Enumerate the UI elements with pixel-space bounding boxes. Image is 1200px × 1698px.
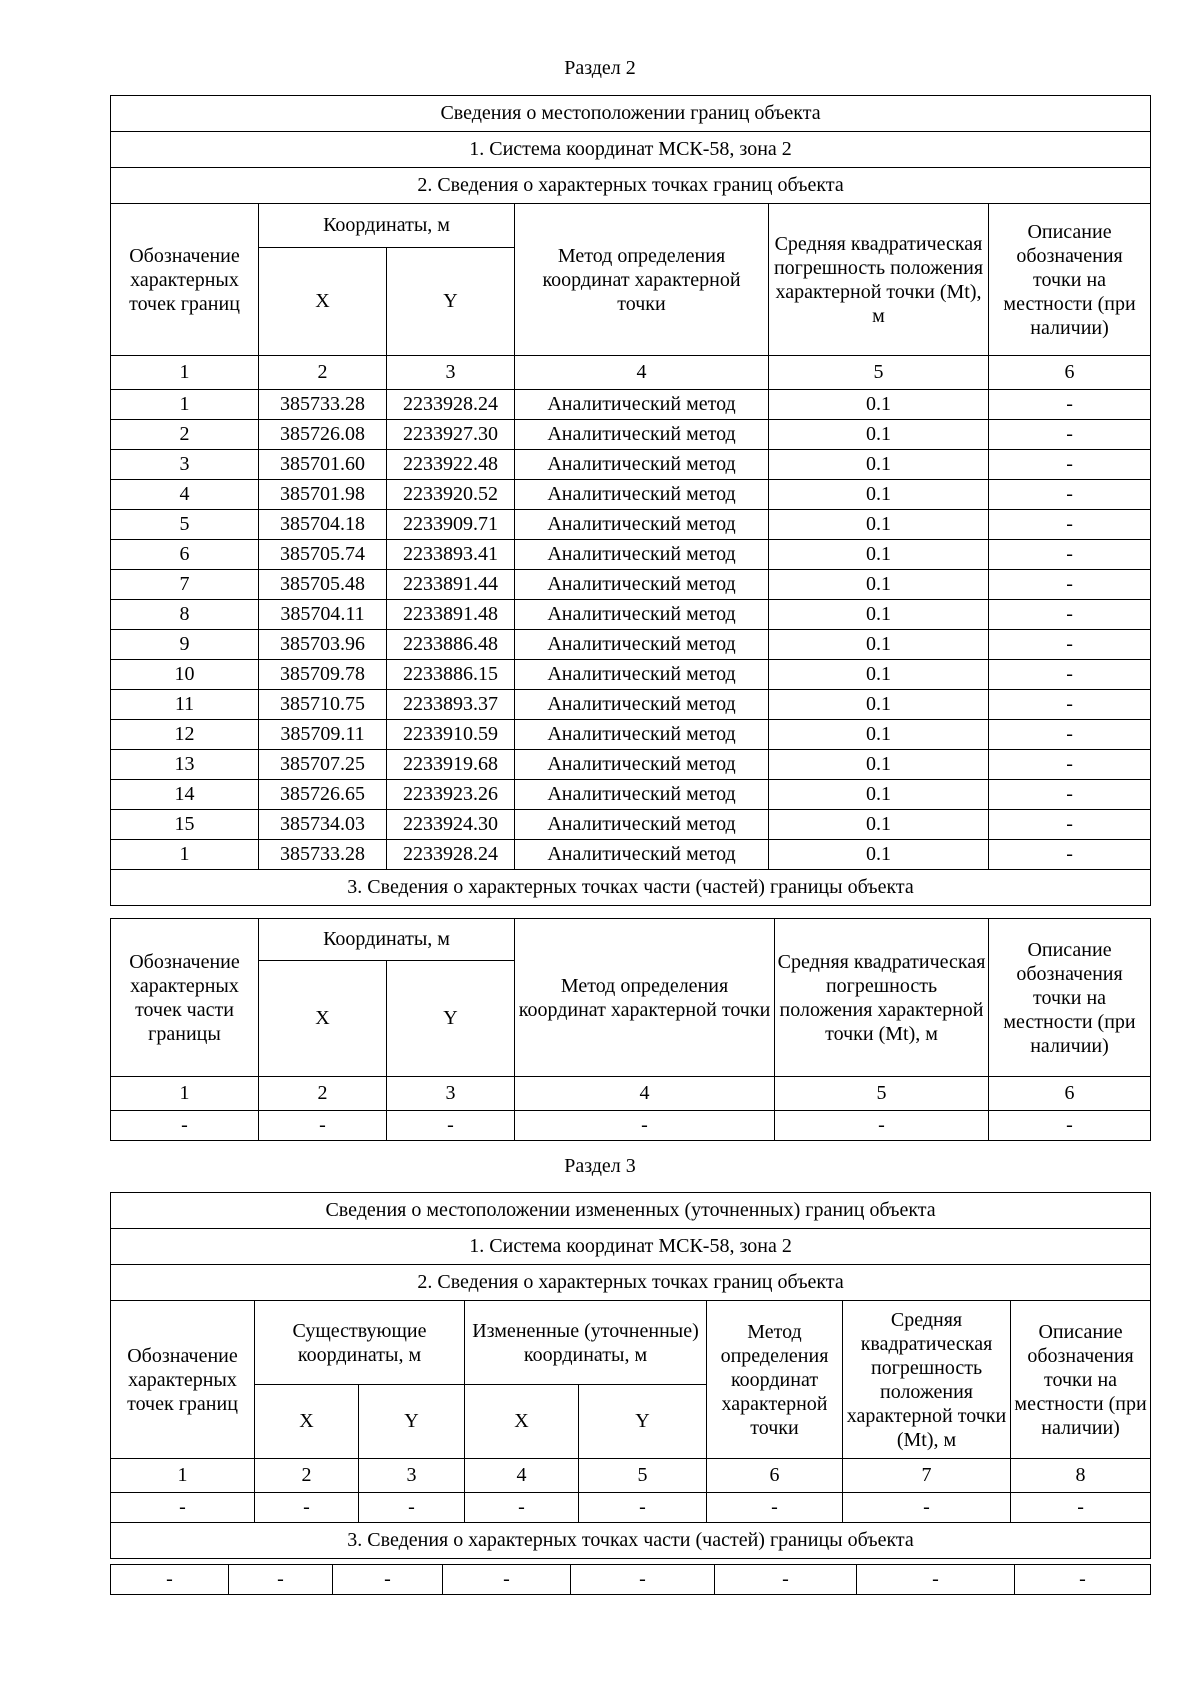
- table-row: [111, 570, 1151, 600]
- table-cell: 0.1: [769, 450, 989, 480]
- s3-header-existing: Существующие координаты, м: [255, 1301, 465, 1385]
- table-cell: Аналитический метод: [515, 480, 769, 510]
- table-cell: -: [843, 1493, 1011, 1523]
- table-cell: 3: [111, 450, 259, 480]
- table-cell: 8: [111, 600, 259, 630]
- col-number: 3: [387, 1077, 515, 1111]
- table-cell: 0.1: [769, 810, 989, 840]
- table-row: [111, 480, 1151, 510]
- col-number: 5: [579, 1459, 707, 1493]
- table-cell: Аналитический метод: [515, 660, 769, 690]
- table-cell: -: [259, 1111, 387, 1141]
- part-header-error: Средняя квадратическая погрешность положения характерной точки (Mt), м: [775, 919, 989, 1077]
- table-cell: 15: [111, 810, 259, 840]
- table-cell: 9: [111, 630, 259, 660]
- table-cell: -: [229, 1565, 333, 1595]
- col-number: 7: [843, 1459, 1011, 1493]
- table-cell: 2233909.71: [387, 510, 515, 540]
- table-cell: -: [989, 780, 1151, 810]
- table-row: [111, 690, 1151, 720]
- table-cell: -: [989, 540, 1151, 570]
- table-row: [111, 630, 1151, 660]
- section3-part-table: [110, 1564, 1151, 1595]
- header-y: Y: [387, 248, 515, 356]
- table-cell: 13: [111, 750, 259, 780]
- table-cell: -: [443, 1565, 571, 1595]
- section3-points-title: 2. Сведения о характерных точках границ объекта: [111, 1265, 1151, 1301]
- section2-table: [110, 95, 1151, 906]
- table-cell: Аналитический метод: [515, 570, 769, 600]
- table-cell: -: [111, 1565, 229, 1595]
- table-cell: 10: [111, 660, 259, 690]
- table-cell: -: [515, 1111, 775, 1141]
- table-cell: 2233919.68: [387, 750, 515, 780]
- table-cell: Аналитический метод: [515, 840, 769, 870]
- table-row: [111, 600, 1151, 630]
- table-cell: Аналитический метод: [515, 810, 769, 840]
- table-cell: 0.1: [769, 480, 989, 510]
- table-cell: 0.1: [769, 720, 989, 750]
- col-number: 3: [387, 356, 515, 390]
- s3-header-description: Описание обозначения точки на местности (при наличии): [1011, 1301, 1151, 1459]
- table-cell: -: [707, 1493, 843, 1523]
- table-cell: -: [989, 840, 1151, 870]
- col-number: 4: [465, 1459, 579, 1493]
- part-header-designation: Обозначение характерных точек части границы: [111, 919, 259, 1077]
- table-cell: 385734.03: [259, 810, 387, 840]
- col-number: 6: [707, 1459, 843, 1493]
- section3-coord-system: 1. Система координат МСК-58, зона 2: [111, 1229, 1151, 1265]
- table-row: [111, 750, 1151, 780]
- table-cell: 2233923.26: [387, 780, 515, 810]
- table-cell: 2233922.48: [387, 450, 515, 480]
- table-cell: Аналитический метод: [515, 510, 769, 540]
- table-cell: 12: [111, 720, 259, 750]
- s3-header-x2: X: [465, 1385, 579, 1459]
- table-cell: 2: [111, 420, 259, 450]
- col-number: 5: [775, 1077, 989, 1111]
- table-cell: -: [989, 750, 1151, 780]
- col-number: 8: [1011, 1459, 1151, 1493]
- section3-title: Раздел 3: [564, 1155, 636, 1177]
- table-cell: Аналитический метод: [515, 720, 769, 750]
- table-cell: -: [989, 600, 1151, 630]
- section2-title: Раздел 2: [564, 57, 636, 79]
- table-cell: 2233920.52: [387, 480, 515, 510]
- table-cell: 7: [111, 570, 259, 600]
- table-row: [111, 720, 1151, 750]
- table-cell: 6: [111, 540, 259, 570]
- table-cell: 385701.60: [259, 450, 387, 480]
- table-cell: -: [857, 1565, 1015, 1595]
- table-cell: 2233924.30: [387, 810, 515, 840]
- header-x: X: [259, 248, 387, 356]
- table-cell: -: [111, 1111, 259, 1141]
- table-cell: 0.1: [769, 390, 989, 420]
- col-number: 4: [515, 1077, 775, 1111]
- table-cell: 2233893.41: [387, 540, 515, 570]
- table-cell: 385704.11: [259, 600, 387, 630]
- table-cell: 0.1: [769, 570, 989, 600]
- table-cell: -: [989, 570, 1151, 600]
- table-cell: -: [715, 1565, 857, 1595]
- col-number: 5: [769, 356, 989, 390]
- table-cell: -: [1015, 1565, 1151, 1595]
- table-cell: Аналитический метод: [515, 390, 769, 420]
- table-cell: 0.1: [769, 420, 989, 450]
- s3-header-y1: Y: [359, 1385, 465, 1459]
- table-cell: -: [989, 450, 1151, 480]
- table-cell: -: [989, 690, 1151, 720]
- col-number: 2: [255, 1459, 359, 1493]
- table-cell: -: [359, 1493, 465, 1523]
- table-cell: 2233886.15: [387, 660, 515, 690]
- table-cell: 385733.28: [259, 840, 387, 870]
- table-cell: 385726.08: [259, 420, 387, 450]
- table-row: [111, 780, 1151, 810]
- table-cell: 385726.65: [259, 780, 387, 810]
- table-cell: -: [989, 510, 1151, 540]
- table-row: [111, 510, 1151, 540]
- table-row: [111, 420, 1151, 450]
- table-cell: -: [333, 1565, 443, 1595]
- col-number: 6: [989, 356, 1151, 390]
- col-number: 3: [359, 1459, 465, 1493]
- table-cell: 2233886.48: [387, 630, 515, 660]
- table-cell: -: [989, 480, 1151, 510]
- table-row: [111, 660, 1151, 690]
- header-designation: Обозначение характерных точек границ: [111, 204, 259, 356]
- table-cell: 385710.75: [259, 690, 387, 720]
- part-header-x: X: [259, 961, 387, 1077]
- table-cell: -: [579, 1493, 707, 1523]
- part-header-coordinates: Координаты, м: [259, 919, 515, 961]
- table-cell: 2233928.24: [387, 840, 515, 870]
- table-cell: 385709.78: [259, 660, 387, 690]
- section3-part-title: 3. Сведения о характерных точках части (частей) границы объекта: [111, 1523, 1151, 1559]
- table-cell: 385705.74: [259, 540, 387, 570]
- section3-table: [110, 1192, 1151, 1559]
- table-cell: 385709.11: [259, 720, 387, 750]
- table-cell: 2233893.37: [387, 690, 515, 720]
- section2-part-table: [110, 918, 1151, 1141]
- header-description: Описание обозначения точки на местности (при наличии): [989, 204, 1151, 356]
- table-cell: 0.1: [769, 690, 989, 720]
- table-cell: 0.1: [769, 630, 989, 660]
- table-cell: -: [989, 1111, 1151, 1141]
- table-cell: -: [775, 1111, 989, 1141]
- table-cell: 2233928.24: [387, 390, 515, 420]
- table-cell: -: [989, 630, 1151, 660]
- table-cell: Аналитический метод: [515, 780, 769, 810]
- table-cell: 5: [111, 510, 259, 540]
- col-number: 1: [111, 1459, 255, 1493]
- header-method: Метод определения координат характерной точки: [515, 204, 769, 356]
- s3-header-error: Средняя квадратическая погрешность положения характерной точки (Mt), м: [843, 1301, 1011, 1459]
- table-cell: -: [111, 1493, 255, 1523]
- col-number: 1: [111, 1077, 259, 1111]
- table-cell: Аналитический метод: [515, 600, 769, 630]
- table-row: [111, 450, 1151, 480]
- table-cell: -: [989, 420, 1151, 450]
- table-cell: 2233891.44: [387, 570, 515, 600]
- part-header-y: Y: [387, 961, 515, 1077]
- part-header-description: Описание обозначения точки на местности (при наличии): [989, 919, 1151, 1077]
- col-number: 6: [989, 1077, 1151, 1111]
- s3-header-designation: Обозначение характерных точек границ: [111, 1301, 255, 1459]
- table-cell: 11: [111, 690, 259, 720]
- table-cell: -: [571, 1565, 715, 1595]
- table-cell: 385705.48: [259, 570, 387, 600]
- table-cell: -: [465, 1493, 579, 1523]
- table-cell: Аналитический метод: [515, 450, 769, 480]
- table-cell: Аналитический метод: [515, 750, 769, 780]
- table-cell: 0.1: [769, 600, 989, 630]
- part-header-method: Метод определения координат характерной точки: [515, 919, 775, 1077]
- table-cell: -: [1011, 1493, 1151, 1523]
- table-cell: 0.1: [769, 840, 989, 870]
- table-cell: 14: [111, 780, 259, 810]
- table-cell: 0.1: [769, 780, 989, 810]
- table-cell: 2233891.48: [387, 600, 515, 630]
- table-cell: 385704.18: [259, 510, 387, 540]
- col-number: 2: [259, 356, 387, 390]
- section2-points-title: 2. Сведения о характерных точках границ объекта: [111, 168, 1151, 204]
- table-cell: 0.1: [769, 660, 989, 690]
- section3-table-title: Сведения о местоположении измененных (уточненных) границ объекта: [111, 1193, 1151, 1229]
- table-cell: Аналитический метод: [515, 690, 769, 720]
- section2-coord-system: 1. Система координат МСК-58, зона 2: [111, 132, 1151, 168]
- table-cell: 385707.25: [259, 750, 387, 780]
- s3-header-changed: Измененные (уточненные) координаты, м: [465, 1301, 707, 1385]
- table-cell: -: [989, 390, 1151, 420]
- table-cell: Аналитический метод: [515, 630, 769, 660]
- col-number: 1: [111, 356, 259, 390]
- table-cell: Аналитический метод: [515, 540, 769, 570]
- table-cell: -: [989, 660, 1151, 690]
- table-cell: -: [989, 720, 1151, 750]
- table-cell: 385733.28: [259, 390, 387, 420]
- table-cell: 4: [111, 480, 259, 510]
- table-cell: 0.1: [769, 510, 989, 540]
- s3-header-y2: Y: [579, 1385, 707, 1459]
- table-cell: 2233910.59: [387, 720, 515, 750]
- section2-table-title: Сведения о местоположении границ объекта: [111, 96, 1151, 132]
- table-cell: 2233927.30: [387, 420, 515, 450]
- table-cell: 1: [111, 390, 259, 420]
- s3-header-x1: X: [255, 1385, 359, 1459]
- s3-header-method: Метод определения координат характерной точки: [707, 1301, 843, 1459]
- table-cell: 385703.96: [259, 630, 387, 660]
- table-cell: 0.1: [769, 750, 989, 780]
- header-error: Средняя квадратическая погрешность положения характерной точки (Mt), м: [769, 204, 989, 356]
- table-row: [111, 840, 1151, 870]
- table-cell: -: [255, 1493, 359, 1523]
- table-cell: 0.1: [769, 540, 989, 570]
- table-cell: 385701.98: [259, 480, 387, 510]
- col-number: 4: [515, 356, 769, 390]
- col-number: 2: [259, 1077, 387, 1111]
- header-coordinates: Координаты, м: [259, 204, 515, 248]
- table-cell: Аналитический метод: [515, 420, 769, 450]
- table-cell: -: [989, 810, 1151, 840]
- section2-part-title: 3. Сведения о характерных точках части (частей) границы объекта: [111, 870, 1151, 906]
- table-row: [111, 390, 1151, 420]
- table-cell: 1: [111, 840, 259, 870]
- table-row: [111, 810, 1151, 840]
- table-cell: -: [387, 1111, 515, 1141]
- table-row: [111, 540, 1151, 570]
